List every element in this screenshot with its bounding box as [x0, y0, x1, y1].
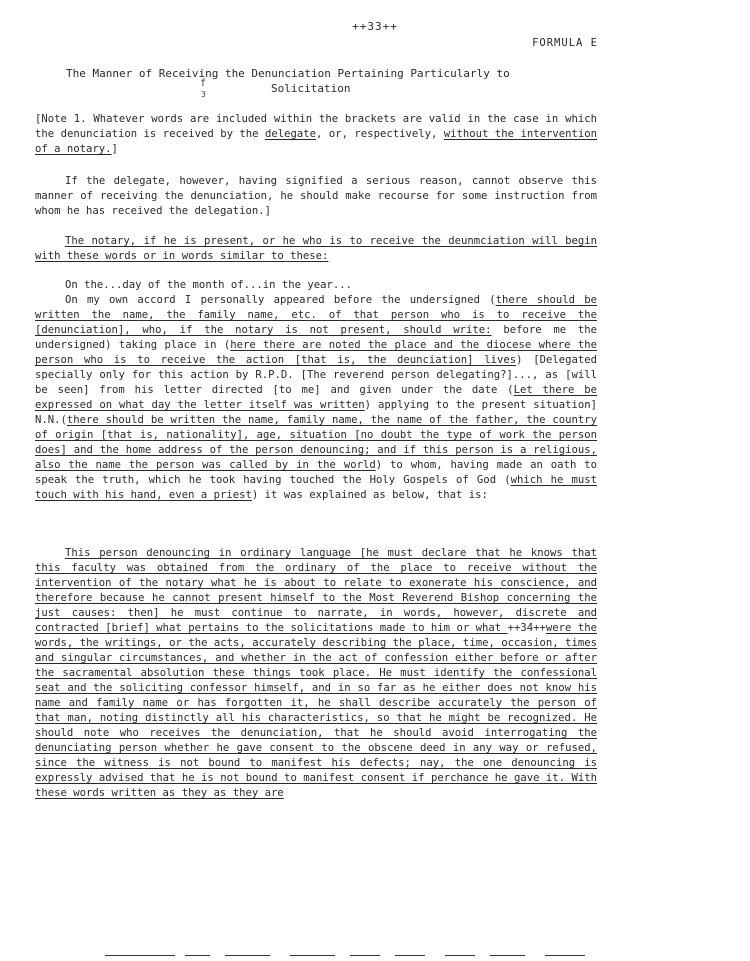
- body-s2: before me the undersigned) taking place in (: [35, 324, 597, 351]
- denounce-text-b: were the words, the writings, or the acts, accurately describing the place, time, occasion, times and singular circumstances, and whether in the act of confession either before or after the sacramental absolution these things took place. He must identify the confessional seat and the soliciting confessor himself, and in so far as he either does not know his name and family name or has forgotten it, he shall describe accurately the person of that man, noting distinctly all his characteristics, so that he might be recognized. He should note who receives the denunciation, that he should avoid interrogating the denunciating person whether he gave consent to the obscene deed in any way or refused, since the witness is not bound to manifest his defects; nay, the one denouncing is expressly advised that he is not bound to manifest consent if perchance he gave it. With these words written as they as they are: [35, 622, 597, 799]
- body-s1: On my own accord I personally appeared before the undersigned (: [65, 294, 496, 306]
- body-s4: ) applying to the present situation] N.N.(: [35, 399, 597, 426]
- notary-paragraph: [35, 234, 597, 264]
- body-u1: there should be written the name, the family name, etc. of that person who is to receive the [denunciation], who, if the notary is not present, should write:: [35, 294, 598, 336]
- date-line-text: On the...day of the month of...in the year...: [65, 279, 353, 291]
- body-s6: ) it was explained as below, that is:: [251, 489, 488, 501]
- note-1-text-b: , or, respectively,: [316, 128, 444, 140]
- denouncing-paragraph: [35, 546, 597, 801]
- deposition-paragraph: [35, 293, 597, 503]
- note-1-text-a: [Note 1. Whatever words are included within the brackets are valid in the case in which the denunciation is received by the: [35, 113, 597, 140]
- denounce-text-a: This person denouncing in ordinary language [he must declare that he knows that this faculty was obtained from the ordinary of the place to receive without the intervention of the notary what he is about to relate to exonerate his conscience, and therefore because he cannot present himself to the Most Reverend Bishop concerning the just causes: then] he must continue to narrate, in words, however, discrete and contracted [brief] what pertains to the solicitations made to him or what: [35, 547, 597, 634]
- note-1-delegate-word: delegate: [265, 128, 317, 140]
- note-1-text-c: ]: [111, 143, 118, 155]
- page-number-top: ++33++: [352, 20, 398, 33]
- body-u5: which he must touch with his hand, even a priest: [35, 474, 597, 501]
- body-s5: ) to whom, having made an oath to speak the truth, which he took having touched the Holy Gospels of God (: [35, 459, 597, 486]
- formula-label: FORMULA E: [532, 37, 598, 49]
- body-u3: Let there be expressed on what day the letter itself was written: [35, 384, 597, 411]
- note-1-paragraph: [35, 112, 597, 157]
- footer-dash-6: [395, 955, 425, 956]
- date-line: [35, 278, 597, 293]
- footer-dash-4: [290, 955, 335, 956]
- body-s3: ) [Delegated specially only for this action by R.P.D. [The reverend person delegating?]..., as [will be seen] from his letter directed [to me] and given under the date (: [35, 354, 597, 396]
- footer-dash-2: [185, 955, 210, 956]
- notary-instruction: The notary, if he is present, or he who is to receive the deunmciation will begin with these words or in words similar to these:: [35, 235, 597, 262]
- title-line-2: Solicitation: [271, 82, 351, 95]
- title-line-1: The Manner of Receiving the Denunciation Pertaining Particularly to: [66, 67, 510, 80]
- footer-dash-9: [545, 955, 585, 956]
- delegate-note-paragraph: [35, 174, 597, 219]
- body-u2: here there are noted the place and the diocese where the person who is to receive the action [that is, the deunciation] lives: [35, 339, 598, 366]
- handwritten-mark-3: 3: [201, 90, 206, 99]
- footer-dash-3: [225, 955, 270, 956]
- document-title: [66, 66, 586, 96]
- footer-dash-1: [105, 955, 175, 956]
- footer-dash-5: [350, 955, 380, 956]
- delegate-note-text: If the delegate, however, having signified a serious reason, cannot observe this manner of receiving the denunciation, he should make recourse for some instruction from whom he has received the delegation.]: [35, 175, 597, 217]
- footer-dash-7: [445, 955, 475, 956]
- footer-dash-8: [490, 955, 525, 956]
- note-1-underlined: without the intervention of a notary.: [35, 128, 597, 155]
- body-u4: there should be written the name, family name, the name of the father, the country of origin [that is, nationality], age, situation [no doubt the type of work the person does] and the home address of the person denouncing; and if this person is a religious, also the name the person was called by in the world: [35, 414, 597, 471]
- handwritten-mark-f: f: [200, 78, 207, 89]
- inline-page-number: ++34++: [507, 622, 546, 634]
